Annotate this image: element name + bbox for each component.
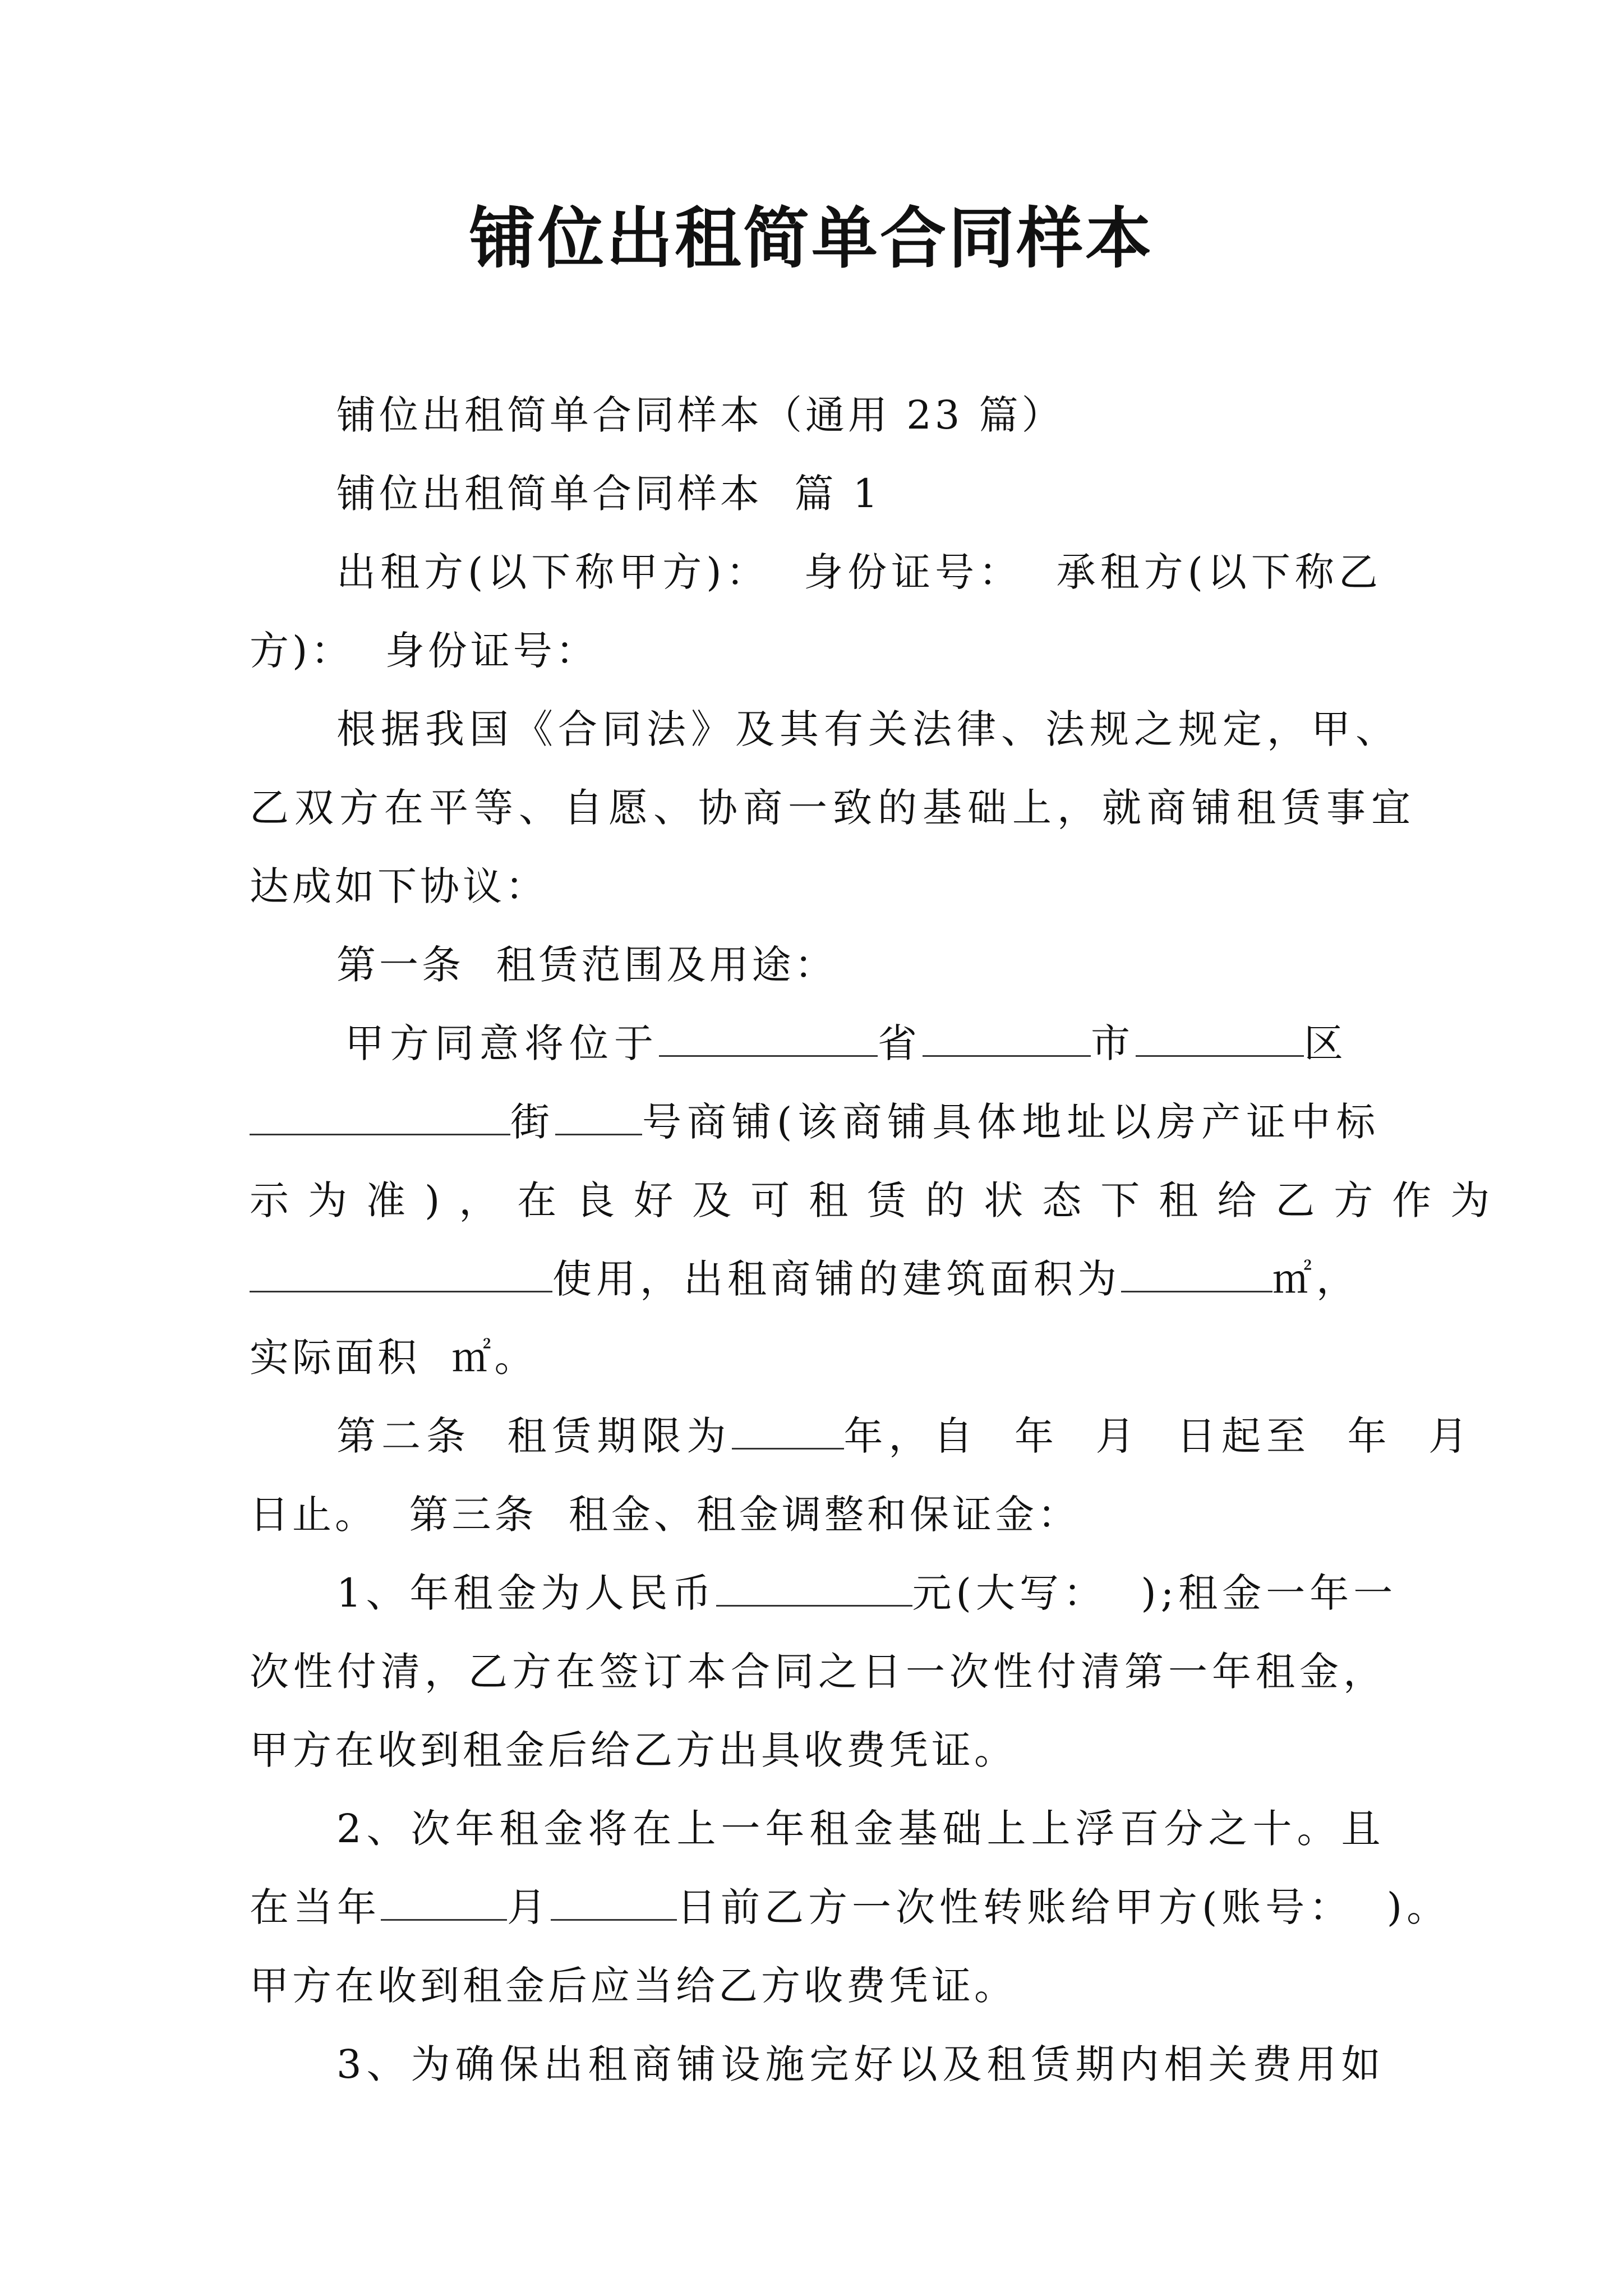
article-2-text: 第二条 租赁期限为 — [336, 1413, 732, 1459]
article-2-text: 年，自 年 月 日起至 年 月 — [843, 1413, 1474, 1459]
article-1-text: 街 — [510, 1099, 555, 1145]
blank-years — [732, 1409, 844, 1450]
document-title: 铺位出租简单合同样本 — [469, 199, 1154, 277]
article-1-text: ㎡， — [1272, 1256, 1360, 1302]
parties-line-2: 方)： 身份证号： — [250, 628, 598, 674]
preamble-line-3: 达成如下协议： — [250, 863, 548, 909]
article-1-text: 区 — [1304, 1020, 1349, 1066]
article-2-line-2: 日止。 第三条 租金、租金调整和保证金： — [250, 1492, 1081, 1538]
article-1-line-3: 示为准)，在良好及可租赁的状态下租给乙方作为 — [250, 1177, 1509, 1223]
article-1-line-4 — [250, 1251, 1360, 1307]
preamble-line-2: 乙双方在平等、自愿、协商一致的基础上，就商铺租赁事宜 — [250, 785, 1416, 831]
article-1-heading: 第一条 租赁范围及用途： — [336, 942, 837, 988]
clause-1-text: 1、年租金为人民币 — [336, 1570, 716, 1616]
clause-2-line-1: 2、次年租金将在上一年租金基础上上浮百分之十。且 — [336, 1806, 1386, 1852]
article-1-text: 市 — [1091, 1020, 1136, 1066]
article-2-line-1 — [336, 1408, 1473, 1464]
clause-1-line-3: 甲方在收到租金后给乙方出具收费凭证。 — [250, 1727, 1017, 1773]
blank-usage — [250, 1251, 552, 1292]
blank-street — [250, 1094, 510, 1135]
clause-3-line-1: 3、为确保出租商铺设施完好以及租赁期内相关费用如 — [336, 2041, 1386, 2087]
clause-1-text: 元(大写： );租金一年一 — [912, 1570, 1398, 1616]
blank-district — [1136, 1016, 1304, 1057]
clause-2-line-3: 甲方在收到租金后应当给乙方收费凭证。 — [250, 1963, 1017, 2009]
blank-number — [555, 1094, 642, 1135]
article-1-text: 号商铺(该商铺具体地址以房产证中标 — [642, 1099, 1381, 1145]
article-1-text: 使用，出租商铺的建筑面积为 — [552, 1256, 1121, 1302]
clause-2-text: 月 — [507, 1884, 551, 1930]
blank-province — [659, 1016, 878, 1057]
blank-city — [923, 1016, 1091, 1057]
article-1-text: 省 — [878, 1020, 923, 1066]
clause-2-line-2 — [250, 1879, 1450, 1935]
article-1-line-2 — [250, 1094, 1381, 1150]
clause-1-line-2: 次性付清，乙方在签订本合同之日一次性付清第一年租金， — [250, 1649, 1387, 1695]
section-heading: 铺位出租简单合同样本 篇 1 — [336, 471, 882, 517]
blank-area — [1121, 1251, 1272, 1292]
parties-line-1: 出租方(以下称甲方)： 身份证号： 承租方(以下称乙 — [336, 549, 1382, 595]
clause-2-text: 在当年 — [250, 1884, 381, 1930]
article-1-line-5: 实际面积 ㎡。 — [250, 1335, 537, 1381]
blank-day — [551, 1880, 677, 1921]
preamble-line-1: 根据我国《合同法》及其有关法律、法规之规定，甲、 — [336, 706, 1400, 752]
article-1-line-1 — [345, 1015, 1349, 1071]
article-1-text: 甲方同意将位于 — [345, 1020, 659, 1066]
clause-1-line-1 — [336, 1565, 1397, 1621]
subtitle: 铺位出租简单合同样本（通用 23 篇） — [336, 392, 1064, 438]
blank-month — [381, 1880, 507, 1921]
clause-2-text: 日前乙方一次性转账给甲方(账号： )。 — [677, 1884, 1451, 1930]
blank-rent-amount — [716, 1566, 912, 1607]
